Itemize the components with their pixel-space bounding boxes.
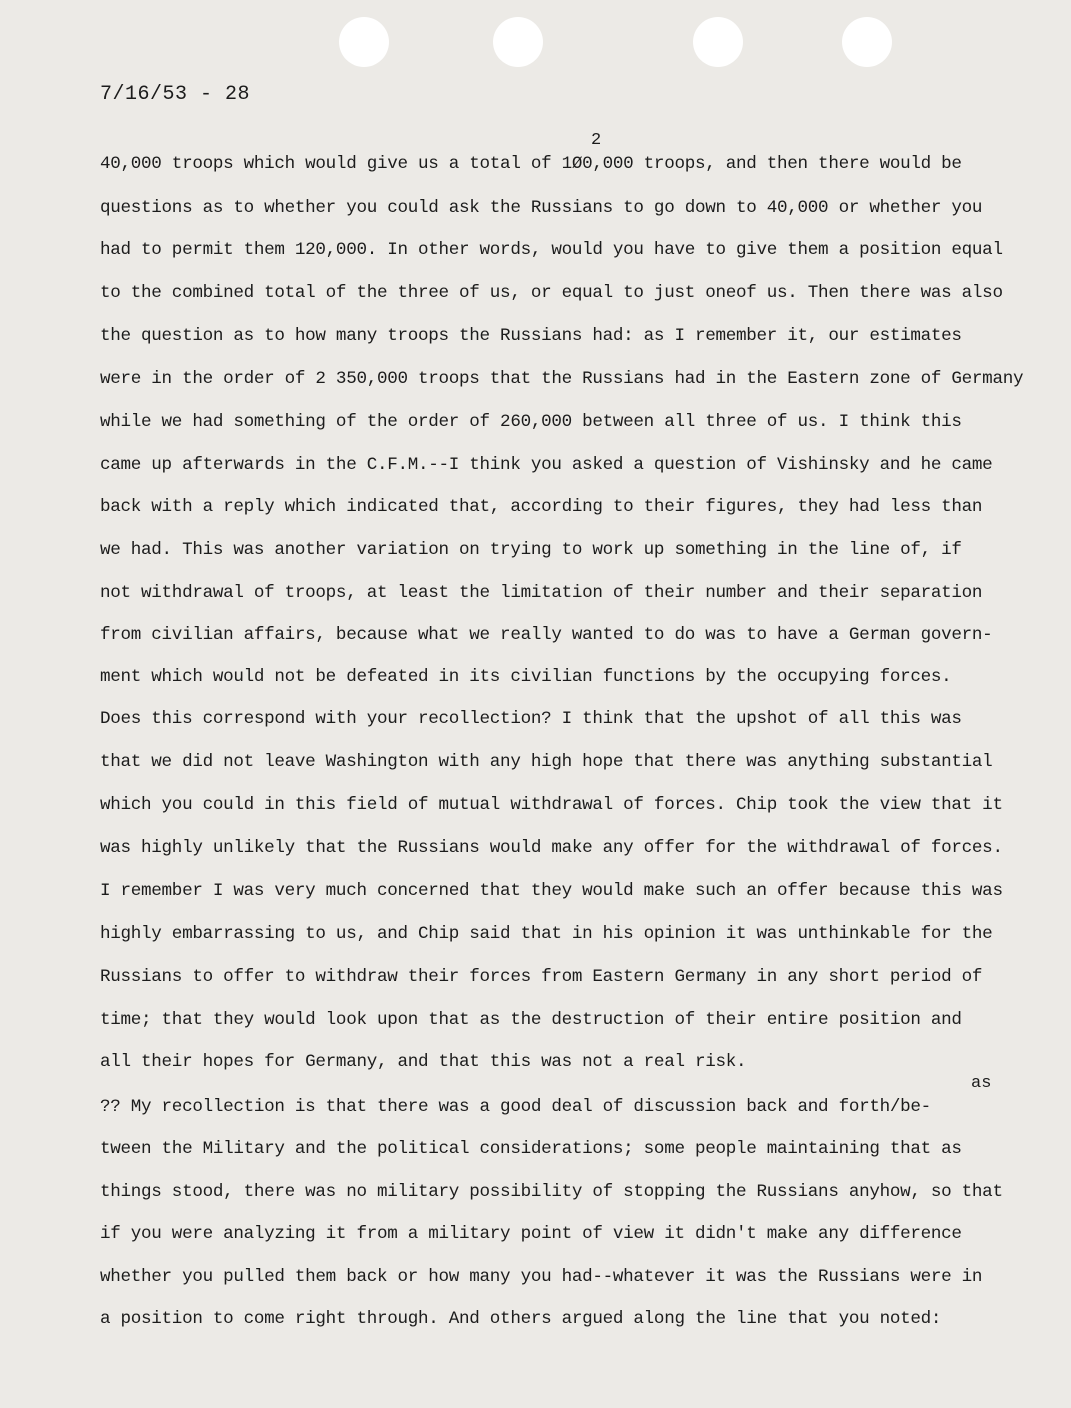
text-line: a position to come right through. And others argued along the line that you noted: bbox=[100, 1309, 942, 1329]
text-line: had to permit them 120,000. In other words, would you have to give them a position equal bbox=[100, 240, 1003, 260]
inserted-correction: 2 bbox=[591, 131, 602, 150]
punch-hole bbox=[842, 17, 892, 67]
text-line: we had. This was another variation on trying to work up something in the line of, if bbox=[100, 540, 962, 560]
text-line: were in the order of 2 350,000 troops that the Russians had in the Eastern zone of Germany bbox=[100, 369, 1024, 389]
text-line: all their hopes for Germany, and that this was not a real risk. bbox=[100, 1052, 747, 1072]
punch-hole bbox=[493, 17, 543, 67]
text-line: back with a reply which indicated that, according to their figures, they had less than bbox=[100, 497, 983, 517]
text-line: while we had something of the order of 260,000 between all three of us. I think this bbox=[100, 412, 962, 432]
text-line: tween the Military and the political considerations; some people maintaining that as bbox=[100, 1139, 962, 1159]
text-line: came up afterwards in the C.F.M.--I think you asked a question of Vishinsky and he came bbox=[100, 455, 993, 475]
text-line: whether you pulled them back or how many you had--whatever it was the Russians were in bbox=[100, 1267, 983, 1287]
punch-hole bbox=[339, 17, 389, 67]
text-line: ?? My recollection is that there was a good deal of discussion back and forth/be- bbox=[100, 1097, 931, 1117]
text-line: was highly unlikely that the Russians would make any offer for the withdrawal of forces. bbox=[100, 838, 1003, 858]
text-line: I remember I was very much concerned that they would make such an offer because this was bbox=[100, 881, 1003, 901]
text-line: Russians to offer to withdraw their forces from Eastern Germany in any short period of bbox=[100, 967, 983, 987]
text-line: questions as to whether you could ask the Russians to go down to 40,000 or whether you bbox=[100, 198, 983, 218]
text-line: to the combined total of the three of us, or equal to just oneof us. Then there was also bbox=[100, 283, 1003, 303]
inserted-correction: as bbox=[971, 1074, 992, 1093]
text-line: which you could in this field of mutual withdrawal of forces. Chip took the view that it bbox=[100, 795, 1003, 815]
text-line: from civilian affairs, because what we really wanted to do was to have a German govern- bbox=[100, 625, 993, 645]
text-line: not withdrawal of troops, at least the limitation of their number and their separation bbox=[100, 583, 983, 603]
punch-hole bbox=[693, 17, 743, 67]
text-line: the question as to how many troops the Russians had: as I remember it, our estimates bbox=[100, 326, 962, 346]
page-header: 7/16/53 - 28 bbox=[100, 83, 251, 106]
text-line: highly embarrassing to us, and Chip said that in his opinion it was unthinkable for the bbox=[100, 924, 993, 944]
text-line: ment which would not be defeated in its civilian functions by the occupying forces. bbox=[100, 667, 952, 687]
text-line: things stood, there was no military possibility of stopping the Russians anyhow, so that bbox=[100, 1182, 1003, 1202]
text-line: that we did not leave Washington with any high hope that there was anything substantial bbox=[100, 752, 993, 772]
text-line: 40,000 troops which would give us a total of 1Ø0,000 troops, and then there would be bbox=[100, 154, 962, 174]
text-line: time; that they would look upon that as the destruction of their entire position and bbox=[100, 1010, 962, 1030]
text-line: if you were analyzing it from a military point of view it didn't make any difference bbox=[100, 1224, 962, 1244]
text-line: Does this correspond with your recollection? I think that the upshot of all this was bbox=[100, 709, 962, 729]
